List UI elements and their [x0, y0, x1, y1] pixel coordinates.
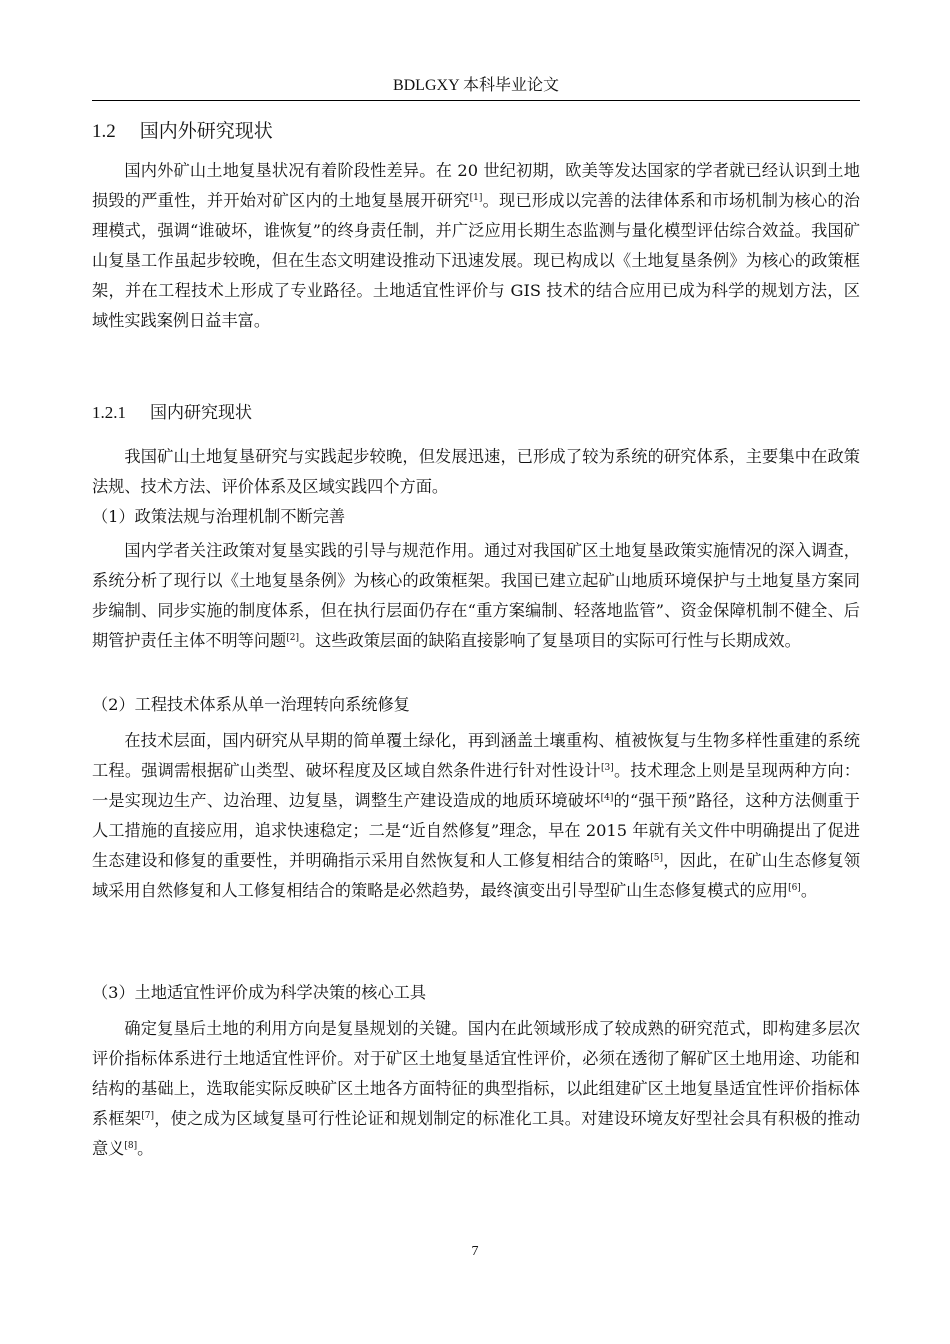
citation-1: [1]: [469, 193, 483, 203]
section-heading: [92, 116, 273, 147]
citation-6: [6]: [788, 883, 801, 893]
paragraph-overview: [92, 156, 860, 336]
text-run: ，因此，在矿山生态修复领域采用自然修复和人工修复相结合的策略是必然趋势，最终演变出引导型矿山生态修复模式的应用: [92, 851, 861, 900]
header-divider: [92, 100, 860, 101]
subsection-heading: [92, 398, 252, 428]
citation-2: [2]: [286, 633, 299, 643]
text-run: 国内外矿山土地复垦状况有着阶段性差异。在 20 世纪初期，欧美等发达国家的学者就已经认识到土地损毁的严重性，并开始对矿区内的土地复垦展开研究: [92, 161, 860, 210]
section-number: 1.2: [92, 121, 116, 142]
page-number: 7: [471, 1244, 479, 1259]
page-header: BDLGXY 本科毕业论文: [392, 77, 560, 94]
citation-7: [7]: [141, 1111, 155, 1121]
paragraph-engineering: [92, 726, 860, 906]
citation-4: [4]: [600, 793, 614, 803]
subsection-title: 国内研究现状: [150, 403, 252, 423]
text-run: 确定复垦后土地的利用方向是复垦规划的关键。国内在此领域形成了较成熟的研究范式，即构建多层次评价指标体系进行土地适宜性评价。对于矿区土地复垦适宜性评价，必须在透彻了解矿区土地用途、功能和结构的基础上，选取能实际反映矿区土地各方面特征的典型指标，以此组建矿区土地复垦适宜性评价指标体系框架: [92, 1019, 860, 1128]
text-run: 国内学者关注政策对复垦实践的引导与规范作用。通过对我国矿区土地复垦政策实施情况的深入调查，系统分析了现行以《土地复垦条例》为核心的政策框架。我国已建立起矿山地质环境保护与土地复垦方案同步编制、同步实施的制度体系，但在执行层面仍存在“重方案编制、轻落地监管”、资金保障机制不健全、后期管护责任主体不明等问题: [92, 541, 860, 650]
item-heading-2: （2）工程技术体系从单一治理转向系统修复: [92, 695, 410, 714]
item-heading-3: （3）土地适宜性评价成为科学决策的核心工具: [92, 983, 427, 1002]
citation-3: [3]: [600, 763, 614, 773]
paragraph-domestic-intro: 我国矿山土地复垦研究与实践起步较晚，但发展迅速，已形成了较为系统的研究体系，主要集中在政策法规、技术方法、评价体系及区域实践四个方面。: [92, 447, 860, 496]
paragraph-policy: [92, 536, 860, 656]
text-run: ，使之成为区域复垦可行性论证和规划制定的标准化工具。对建设环境友好型社会具有积极的推动意义: [92, 1109, 861, 1158]
section-title: 国内外研究现状: [139, 120, 273, 142]
text-run: 的“强干预”路径，这种方法侧重于人工措施的直接应用，追求快速稳定；二是“近自然修复”理念，早在 2015 年就有关文件中明确提出了促进生态建设和修复的重要性，并明确指示采用自然恢复和人工修复相结合的策略: [92, 791, 860, 870]
citation-8: [8]: [124, 1141, 138, 1151]
text-run: 。这些政策层面的缺陷直接影响了复垦项目的实际可行性与长期成效。: [299, 631, 801, 650]
text-run: 在技术层面，国内研究从早期的简单覆土绿化，再到涵盖土壤重构、植被恢复与生物多样性重建的系统工程。强调需根据矿山类型、破坏程度及区域自然条件进行针对性设计: [92, 731, 860, 780]
subsection-number: 1.2.1: [92, 403, 126, 422]
text-run: 。现已形成以完善的法律体系和市场机制为核心的治理模式，强调“谁破坏，谁恢复”的终身责任制，并广泛应用长期生态监测与量化模型评估综合效益。我国矿山复垦工作虽起步较晚，但在生态文明建设推动下迅速发展。现已构成以《土地复垦条例》为核心的政策框架，并在工程技术上形成了专业路径。土地适宜性评价与 GIS 技术的结合应用已成为科学的规划方法，区域性实践案例日益丰富。: [92, 191, 860, 330]
text-run: 。技术理念上则是呈现两种方向：一是实现边生产、边治理、边复垦，调整生产建设造成的地质环境破坏: [92, 761, 861, 810]
citation-5: [5]: [650, 853, 663, 863]
paragraph-suitability: [92, 1014, 860, 1164]
item-heading-1: （1）政策法规与治理机制不断完善: [92, 507, 346, 526]
text-run: 。: [137, 1139, 154, 1158]
text-run: 。: [800, 881, 817, 900]
